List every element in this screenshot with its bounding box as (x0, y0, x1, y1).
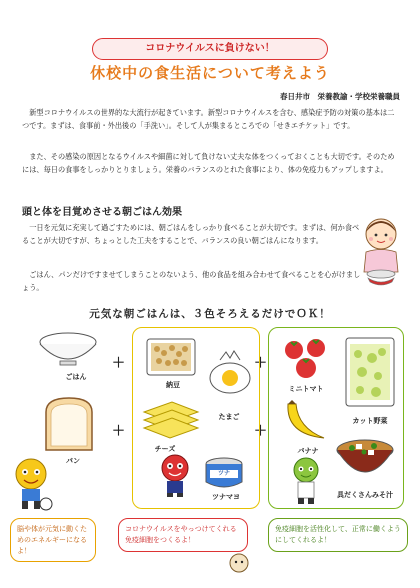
diagram-heading: 元気な朝ごはんは、３色そろえるだけでＯＫ！ (89, 308, 331, 320)
section-heading: 頭と体を目覚めさせる朝ごはん効果 (22, 207, 182, 218)
bread-illustration (40, 396, 98, 452)
girl-eating-illustration (356, 212, 406, 288)
egg-label: たまご (218, 413, 240, 421)
miso-soup-illustration (334, 436, 396, 488)
immune-cells-bubble: コロナウイルスをやっつけてくれる免疫細胞をつくるよ！ (118, 518, 248, 552)
plus-sign-4: ＋ (254, 424, 268, 439)
rice-bowl-illustration (36, 330, 100, 368)
section-paragraph-2: ごはん、パンだけですませてしまうことのないよう、他の食品を組み合わせて食べることを心がけましょう。 (22, 270, 361, 292)
egg-illustration (206, 348, 254, 396)
plus-sign-2: ＋ (112, 424, 126, 439)
bread-label: パン (66, 457, 80, 465)
mini-tomato-label: ミニトマト (288, 385, 324, 393)
section-paragraph-1: 一日を元気に充実して過ごすためには、朝ごはんをしっかり食べることが大切です。まずは、何か食べることが大切ですが、ちょっとした工夫をすることで、バランスの良い朝ごはんになります。 (22, 223, 360, 245)
yellow-character-illustration (8, 456, 54, 512)
tuna-can-label: ツナ (217, 470, 230, 477)
red-mascot-icon (228, 552, 250, 574)
rice-label: ごはん (65, 373, 87, 381)
banner: コロナウイルスに負けない！ (92, 38, 328, 60)
natto-label: 納豆 (166, 381, 180, 389)
natto-illustration (144, 335, 198, 379)
plus-sign-1: ＋ (112, 356, 126, 371)
tuna-label: ツナマヨ (212, 493, 240, 501)
banana-label: バナナ (297, 447, 319, 455)
mini-tomato-illustration (282, 336, 330, 382)
author: 春日井市 栄養教諭・学校栄養職員 (280, 92, 400, 101)
cheese-label: チーズ (154, 445, 176, 453)
red-character-illustration (158, 452, 192, 498)
plus-sign-3: ＋ (254, 356, 268, 371)
intro-paragraph-1: 新型コロナウイルスの世界的な大流行が起きています。新型コロナウイルスを含む、感染症予防の対策の基本は二つです。まずは、食事前・外出後の「手洗い」。そして人が集まるところでの「せきエチケット」です。 (22, 108, 395, 130)
intro-paragraph-2: また、その感染の原因となるウイルスや細菌に対して負けない丈夫な体をつくっておくことも大切です。そのためには、毎日の食事をしっかりとりましょう。栄養のバランスのとれた食事により、体の免疫力もアップしますよ。 (22, 152, 395, 174)
cut-vegetables-label: カット野菜 (352, 417, 388, 425)
green-character-illustration (290, 456, 322, 506)
immune-activation-bubble: 免疫細胞を活性化して、正常に働くようにしてくれるよ！ (268, 518, 408, 552)
cheese-illustration (140, 398, 202, 440)
page-title: 休校中の食生活について考えよう (90, 64, 330, 82)
energy-bubble: 脳や体が元気に動くためのエネルギーになるよ！ (10, 518, 96, 562)
banana-illustration (282, 398, 332, 442)
miso-soup-label: 具だくさんみそ汁 (337, 491, 393, 499)
cut-vegetables-illustration (342, 336, 398, 408)
